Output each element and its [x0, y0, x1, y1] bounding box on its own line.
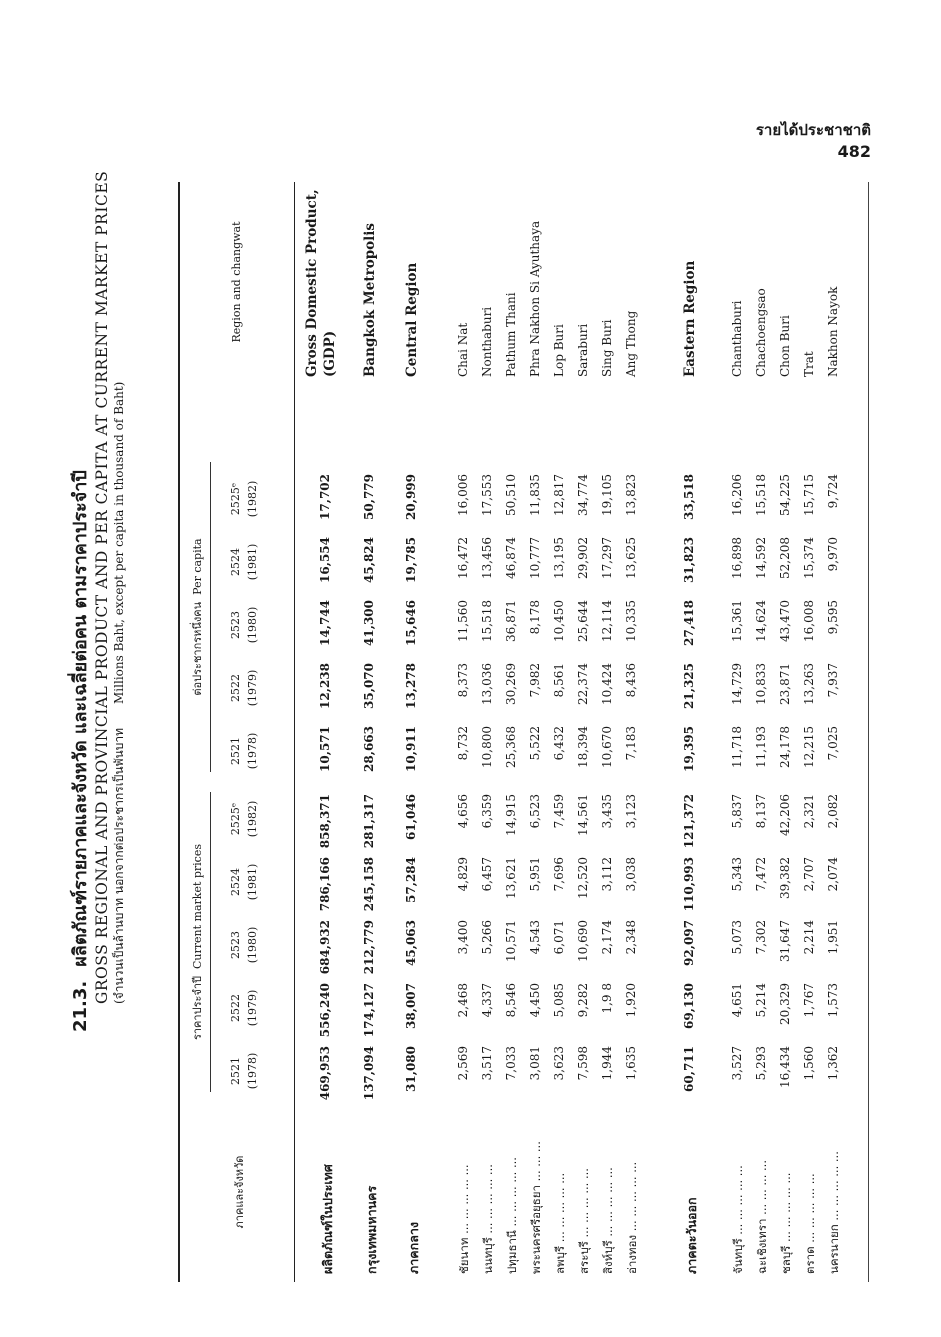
- row-label-english: Saraburi: [576, 323, 590, 377]
- table-row: [802, 182, 828, 1282]
- page-header: [756, 118, 871, 161]
- row-label-english: Eastern Region: [682, 260, 698, 377]
- cell-current-price: 5,343: [730, 857, 744, 892]
- table-row: [778, 182, 804, 1282]
- year-thai: 2521: [229, 1057, 242, 1085]
- cell-per-capita: 35,070: [362, 663, 376, 709]
- header-region-english: Region and changwat: [230, 221, 243, 343]
- cell-current-price: 8,137: [754, 794, 768, 829]
- cell-current-price: 31,647: [778, 920, 792, 962]
- cell-per-capita: 13,036: [480, 663, 494, 705]
- row-label-english: Chanthaburi: [730, 300, 744, 377]
- cell-per-capita: 12,238: [318, 663, 332, 709]
- row-label-english: Chai Nat: [456, 322, 470, 377]
- cell-current-price: 5,085: [552, 983, 566, 1018]
- cell-current-price: 69,130: [682, 983, 696, 1029]
- cell-current-price: 7,459: [552, 794, 566, 829]
- cell-current-price: 5,266: [480, 920, 494, 955]
- cell-per-capita: 17,553: [480, 474, 494, 516]
- cell-current-price: 3,623: [552, 1046, 566, 1081]
- cell-current-price: 4,656: [456, 794, 470, 829]
- cell-per-capita: 17,702: [318, 474, 332, 520]
- table-row: [826, 182, 852, 1282]
- cell-per-capita: 16,898: [730, 537, 744, 579]
- cell-current-price: 10,690: [576, 920, 590, 962]
- cell-per-capita: 10,777: [528, 537, 542, 579]
- table-row: [576, 182, 602, 1282]
- cell-current-price: 2,707: [802, 857, 816, 892]
- year-header: [228, 983, 261, 1033]
- year-christian: (1978): [245, 732, 259, 770]
- year-christian: (1980): [245, 606, 259, 644]
- cell-current-price: 12,520: [576, 857, 590, 899]
- cell-current-price: 9,282: [576, 983, 590, 1018]
- cell-per-capita: 7,937: [826, 663, 840, 698]
- cell-per-capita: 8,178: [528, 600, 542, 635]
- cell-per-capita: 8,436: [624, 663, 638, 698]
- cell-per-capita: 14,624: [754, 600, 768, 642]
- cell-per-capita: 15,646: [404, 600, 418, 646]
- cell-per-capita: 30,269: [504, 663, 518, 705]
- cell-current-price: 1,635: [624, 1046, 638, 1081]
- cell-current-price: 38,007: [404, 983, 418, 1029]
- cell-per-capita: 16,006: [456, 474, 470, 516]
- page-number: 482: [837, 142, 871, 161]
- header-current-prices: [188, 792, 206, 1092]
- cell-current-price: 3,112: [600, 857, 614, 892]
- table-row: [682, 182, 708, 1282]
- row-label-thai: ภาคตะวันออก: [684, 1197, 699, 1274]
- cell-per-capita: 45,824: [362, 537, 376, 583]
- cell-current-price: 16,434: [778, 1046, 792, 1088]
- cell-per-capita: 25,368: [504, 726, 518, 768]
- cell-current-price: 469,953: [318, 1046, 332, 1101]
- row-label-english: Sing Buri: [600, 319, 614, 377]
- row-label-english: Phra Nakhon Si Ayuthaya: [528, 220, 542, 377]
- row-label-english: Lop Buri: [552, 324, 566, 377]
- row-label-thai: ตราด ... ... ... ... ...: [803, 1173, 817, 1274]
- row-label-english: Trat: [802, 351, 816, 377]
- row-label-english: Chon Buri: [778, 315, 792, 377]
- year-header: [228, 920, 261, 970]
- cell-per-capita: 27,418: [682, 600, 696, 646]
- cell-current-price: 2,569: [456, 1046, 470, 1081]
- year-christian: (1981): [245, 543, 259, 581]
- cell-per-capita: 10,833: [754, 663, 768, 705]
- cell-per-capita: 33,518: [682, 474, 696, 520]
- cell-current-price: 1,573: [826, 983, 840, 1018]
- cell-per-capita: 13,625: [624, 537, 638, 579]
- cell-per-capita: 15,374: [802, 537, 816, 579]
- table-row: [456, 182, 482, 1282]
- table-row: [528, 182, 554, 1282]
- row-label-thai: อ่างทอง ... ... ... ... ...: [625, 1161, 639, 1274]
- header-current-rule: [210, 792, 211, 1092]
- cell-per-capita: 18,394: [576, 726, 590, 768]
- cell-per-capita: 13,823: [624, 474, 638, 516]
- header-current-thai: ราคาประจำปี: [191, 976, 204, 1041]
- cell-current-price: 174,127: [362, 983, 376, 1038]
- cell-per-capita: 10,424: [600, 663, 614, 705]
- cell-current-price: 31,080: [404, 1046, 418, 1092]
- cell-per-capita: 7,183: [624, 726, 638, 761]
- year-thai: 2522: [229, 994, 242, 1022]
- cell-per-capita: 10,800: [480, 726, 494, 768]
- cell-current-price: 5,214: [754, 983, 768, 1018]
- cell-current-price: 1,767: [802, 983, 816, 1018]
- cell-current-price: 3,517: [480, 1046, 494, 1081]
- cell-current-price: 858,371: [318, 794, 332, 849]
- cell-current-price: 13,621: [504, 857, 518, 899]
- table-row: [730, 182, 756, 1282]
- cell-current-price: 92,097: [682, 920, 696, 966]
- cell-per-capita: 10,335: [624, 600, 638, 642]
- cell-per-capita: 46,874: [504, 537, 518, 579]
- cell-per-capita: 11,193: [754, 726, 768, 768]
- cell-current-price: 3,527: [730, 1046, 744, 1081]
- table-row: [504, 182, 530, 1282]
- cell-per-capita: 10,450: [552, 600, 566, 642]
- year-thai: 2524: [229, 868, 242, 896]
- cell-current-price: 2,468: [456, 983, 470, 1018]
- year-header: [228, 537, 261, 587]
- year-header: [228, 794, 261, 844]
- cell-current-price: 7,033: [504, 1046, 518, 1081]
- cell-per-capita: 12,215: [802, 726, 816, 768]
- cell-per-capita: 16,008: [802, 600, 816, 642]
- year-christian: (1981): [245, 863, 259, 901]
- cell-current-price: 6,523: [528, 794, 542, 829]
- header-percap-english: Per capita: [191, 538, 204, 595]
- unit-line: [112, 182, 127, 1004]
- cell-per-capita: 15,518: [754, 474, 768, 516]
- year-thai: 2524: [229, 548, 242, 576]
- row-label-english: Central Region: [404, 262, 420, 377]
- cell-current-price: 7,696: [552, 857, 566, 892]
- cell-per-capita: 14,729: [730, 663, 744, 705]
- cell-per-capita: 50,779: [362, 474, 376, 520]
- cell-per-capita: 36,871: [504, 600, 518, 642]
- cell-per-capita: 52,208: [778, 537, 792, 579]
- cell-per-capita: 19,105: [600, 474, 614, 516]
- cell-per-capita: 19,785: [404, 537, 418, 583]
- cell-current-price: 6,359: [480, 794, 494, 829]
- cell-per-capita: 25,644: [576, 600, 590, 642]
- cell-per-capita: 17,297: [600, 537, 614, 579]
- unit-english: Millions Baht, except per capita in thousand of Baht): [111, 381, 126, 704]
- cell-current-price: 4,337: [480, 983, 494, 1018]
- cell-current-price: 5,293: [754, 1046, 768, 1081]
- cell-per-capita: 15,518: [480, 600, 494, 642]
- cell-per-capita: 9,970: [826, 537, 840, 572]
- year-christian: (1978): [245, 1052, 259, 1090]
- row-label-thai: สระบุรี ... ... ... ... ...: [577, 1168, 591, 1274]
- cell-per-capita: 9,724: [826, 474, 840, 509]
- header-region-thai: ภาคและจังหวัด: [233, 1155, 246, 1229]
- year-header: [228, 857, 261, 907]
- cell-current-price: 60,711: [682, 1046, 696, 1092]
- cell-current-price: 2,082: [826, 794, 840, 829]
- cell-current-price: 2,174: [600, 920, 614, 955]
- cell-per-capita: 22,374: [576, 663, 590, 705]
- row-label-thai: พระนครศรีอยุธยา ... ... ...: [529, 1141, 543, 1274]
- row-label-thai: สิงห์บุรี ... ... ... ... ...: [601, 1167, 615, 1274]
- cell-current-price: 4,543: [528, 920, 542, 955]
- cell-current-price: 1,560: [802, 1046, 816, 1081]
- cell-current-price: 10,571: [504, 920, 518, 962]
- year-header: [228, 474, 261, 524]
- title-thai-line: [70, 182, 93, 1032]
- cell-per-capita: 6,432: [552, 726, 566, 761]
- cell-per-capita: 23,871: [778, 663, 792, 705]
- cell-per-capita: 10,911: [404, 726, 418, 772]
- table-titles: [70, 170, 127, 1032]
- header-per-capita: [188, 462, 206, 772]
- cell-current-price: 3,123: [624, 794, 638, 829]
- year-thai: 2525ᵉ: [229, 482, 242, 516]
- cell-current-price: 1,9 8: [600, 983, 614, 1014]
- cell-per-capita: 15,715: [802, 474, 816, 516]
- cell-current-price: 39,382: [778, 857, 792, 899]
- cell-per-capita: 16,554: [318, 537, 332, 583]
- cell-current-price: 7,472: [754, 857, 768, 892]
- row-label-english: Nonthaburi: [480, 306, 494, 377]
- cell-current-price: 2,348: [624, 920, 638, 955]
- year-christian: (1979): [245, 669, 259, 707]
- row-label-english: Pathum Thani: [504, 292, 518, 377]
- cell-current-price: 1,951: [826, 920, 840, 955]
- cell-per-capita: 11,560: [456, 600, 470, 642]
- cell-per-capita: 28,663: [362, 726, 376, 772]
- row-label-thai: ผลิตภัณฑ์ในประเทศ: [320, 1164, 335, 1274]
- cell-current-price: 4,651: [730, 983, 744, 1018]
- cell-current-price: 556,240: [318, 983, 332, 1038]
- year-thai: 2525ᵉ: [229, 802, 242, 836]
- cell-current-price: 121,372: [682, 794, 696, 849]
- year-header: [228, 1046, 261, 1096]
- unit-thai: (จำนวนเป็นล้านบาท นอกจากต่อประชากรเป็นพันบาท: [111, 727, 126, 1004]
- cell-per-capita: 19,395: [682, 726, 696, 772]
- cell-per-capita: 31,823: [682, 537, 696, 583]
- cell-per-capita: 7,025: [826, 726, 840, 761]
- cell-per-capita: 5,522: [528, 726, 542, 761]
- row-label-thai: ฉะเชิงเทรา ... ... ... ...: [755, 1160, 769, 1274]
- section-title: รายได้ประชาชาติ: [755, 121, 871, 139]
- cell-current-price: 3,435: [600, 794, 614, 829]
- cell-current-price: 7,598: [576, 1046, 590, 1081]
- cell-per-capita: 13,456: [480, 537, 494, 579]
- cell-current-price: 110,993: [682, 857, 696, 912]
- cell-per-capita: 8,373: [456, 663, 470, 698]
- cell-per-capita: 8,561: [552, 663, 566, 698]
- cell-current-price: 3,400: [456, 920, 470, 955]
- cell-current-price: 57,284: [404, 857, 418, 903]
- cell-current-price: 2,214: [802, 920, 816, 955]
- row-label-thai: ชลบุรี ... ... ... ... ...: [779, 1172, 793, 1274]
- title-english: GROSS REGIONAL AND PROVINCIAL PRODUCT AND PER CAPITA AT CURRENT MARKET PRICES: [92, 170, 111, 1004]
- row-label-english: Bangkok Metropolis: [362, 222, 378, 377]
- cell-per-capita: 14,744: [318, 600, 332, 646]
- cell-per-capita: 10,670: [600, 726, 614, 768]
- year-christian: (1980): [245, 926, 259, 964]
- cell-per-capita: 13,263: [802, 663, 816, 705]
- cell-per-capita: 34,774: [576, 474, 590, 516]
- row-label-thai: ปทุมธานี ... ... ... ... ...: [505, 1157, 519, 1274]
- year-christian: (1982): [245, 480, 259, 518]
- title-thai: ผลิตภัณฑ์รายภาคและจังหวัด และเฉลี่ยต่อคน ตามราคาประจำปี: [70, 470, 91, 967]
- rotated-table-sheet: [70, 170, 870, 1282]
- table-bottom-rule: [868, 182, 869, 1282]
- year-christian: (1979): [245, 989, 259, 1027]
- row-label-thai: จันทบุรี ... ... ... ... ...: [731, 1165, 745, 1274]
- cell-per-capita: 20,999: [404, 474, 418, 520]
- cell-current-price: 684,932: [318, 920, 332, 975]
- cell-current-price: 4,450: [528, 983, 542, 1018]
- cell-current-price: 245,158: [362, 857, 376, 912]
- year-header: [228, 663, 261, 713]
- cell-current-price: 281,317: [362, 794, 376, 849]
- row-label-thai: ภาคกลาง: [406, 1222, 421, 1274]
- cell-current-price: 7,302: [754, 920, 768, 955]
- row-label-thai: นครนายก ... ... ... ... ...: [827, 1151, 841, 1274]
- cell-current-price: 1,920: [624, 983, 638, 1018]
- cell-current-price: 1,362: [826, 1046, 840, 1081]
- cell-current-price: 61,046: [404, 794, 418, 840]
- cell-per-capita: 9,595: [826, 600, 840, 635]
- cell-current-price: 3,038: [624, 857, 638, 892]
- cell-per-capita: 13,195: [552, 537, 566, 579]
- year-header: [228, 726, 261, 776]
- cell-per-capita: 8,732: [456, 726, 470, 761]
- table-row: [754, 182, 780, 1282]
- header-percap-rule: [210, 462, 211, 772]
- cell-current-price: 5,951: [528, 857, 542, 892]
- cell-per-capita: 24,178: [778, 726, 792, 768]
- cell-per-capita: 41,300: [362, 600, 376, 646]
- cell-per-capita: 29,902: [576, 537, 590, 579]
- year-thai: 2521: [229, 737, 242, 765]
- table-row: [624, 182, 650, 1282]
- year-thai: 2522: [229, 674, 242, 702]
- year-thai: 2523: [229, 611, 242, 639]
- cell-current-price: 2,321: [802, 794, 816, 829]
- year-thai: 2523: [229, 931, 242, 959]
- row-label-english: Ang Thong: [624, 310, 638, 377]
- header-percap-thai: ต่อประชากรหนึ่งคน: [191, 601, 204, 696]
- cell-per-capita: 12,114: [600, 600, 614, 642]
- cell-current-price: 42,206: [778, 794, 792, 836]
- table-row: [362, 182, 388, 1282]
- cell-current-price: 6,071: [552, 920, 566, 955]
- cell-current-price: 2,074: [826, 857, 840, 892]
- cell-current-price: 1,944: [600, 1046, 614, 1081]
- table-top-rule: [178, 182, 180, 1282]
- table-row: [552, 182, 578, 1282]
- cell-current-price: 4,829: [456, 857, 470, 892]
- row-label-english: Nakhon Nayok: [826, 286, 840, 377]
- row-label-thai: ชัยนาท ... ... ... ... ...: [457, 1164, 471, 1274]
- cell-current-price: 786,166: [318, 857, 332, 912]
- cell-per-capita: 21,325: [682, 663, 696, 709]
- cell-per-capita: 10,571: [318, 726, 332, 772]
- cell-per-capita: 11,718: [730, 726, 744, 768]
- table-row: [480, 182, 506, 1282]
- table-number: 21.3.: [70, 980, 91, 1032]
- cell-current-price: 20,329: [778, 983, 792, 1025]
- table-row: [304, 182, 344, 1282]
- cell-per-capita: 43,470: [778, 600, 792, 642]
- row-label-english: Gross Domestic Product, (GDP): [304, 189, 338, 377]
- header-bottom-rule: [294, 182, 295, 1282]
- row-label-thai: ลพบุรี ... ... ... ... ...: [553, 1172, 567, 1274]
- cell-current-price: 6,457: [480, 857, 494, 892]
- cell-per-capita: 13,278: [404, 663, 418, 709]
- cell-current-price: 5,073: [730, 920, 744, 955]
- cell-per-capita: 16,472: [456, 537, 470, 579]
- table-row: [404, 182, 430, 1282]
- cell-current-price: 212,779: [362, 920, 376, 975]
- cell-current-price: 5,837: [730, 794, 744, 829]
- cell-current-price: 14,915: [504, 794, 518, 836]
- row-label-thai: นนทบุรี ... ... ... ... ...: [481, 1164, 495, 1274]
- cell-per-capita: 54,225: [778, 474, 792, 516]
- row-label-english: Chachoengsao: [754, 288, 768, 377]
- year-christian: (1982): [245, 800, 259, 838]
- cell-per-capita: 50,510: [504, 474, 518, 516]
- cell-current-price: 45,063: [404, 920, 418, 966]
- cell-per-capita: 12,817: [552, 474, 566, 516]
- cell-per-capita: 14,592: [754, 537, 768, 579]
- cell-current-price: 3,081: [528, 1046, 542, 1081]
- cell-per-capita: 7,982: [528, 663, 542, 698]
- cell-current-price: 137,094: [362, 1046, 376, 1101]
- table-row: [600, 182, 626, 1282]
- row-label-thai: กรุงเทพมหานคร: [364, 1185, 379, 1274]
- cell-per-capita: 11,835: [528, 474, 542, 516]
- cell-per-capita: 15,361: [730, 600, 744, 642]
- cell-per-capita: 16,206: [730, 474, 744, 516]
- cell-current-price: 14,561: [576, 794, 590, 836]
- cell-current-price: 8,546: [504, 983, 518, 1018]
- header-current-english: Current market prices: [191, 843, 204, 969]
- year-header: [228, 600, 261, 650]
